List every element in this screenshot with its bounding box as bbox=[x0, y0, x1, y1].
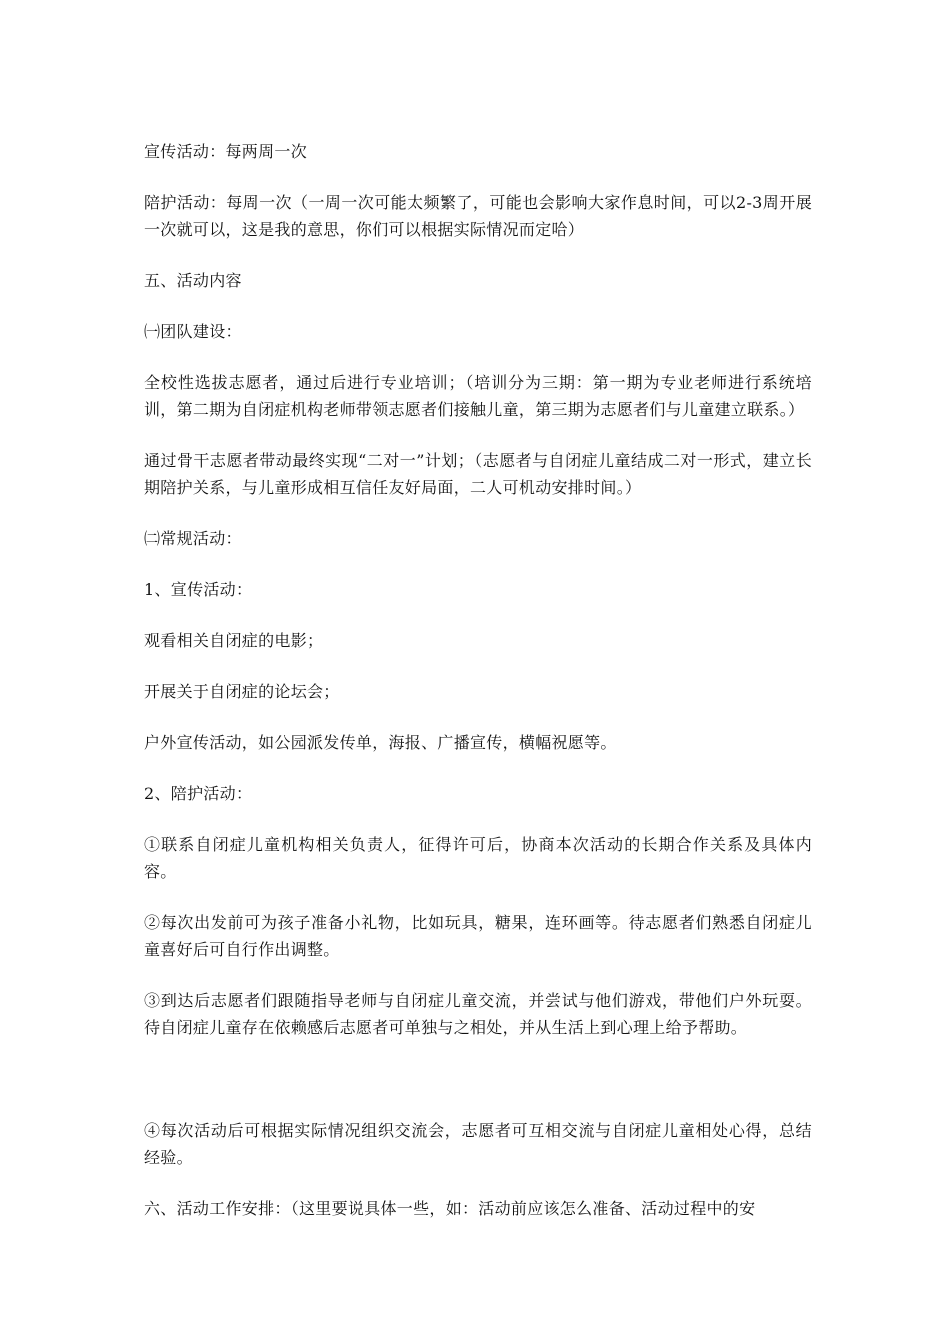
paragraph-volunteer-selection: 全校性选拔志愿者，通过后进行专业培训；（培训分为三期：第一期为专业老师进行系统培训，第二期为自闭症机构老师带领志愿者们接触儿童，第三期为志愿者们与儿童建立联系。） bbox=[144, 373, 812, 419]
paragraph-publicity-frequency: 宣传活动：每两周一次 bbox=[144, 142, 308, 161]
subheading-team-building: ㈠团队建设： bbox=[144, 322, 242, 341]
list-item-exchange-meeting: ④每次活动后可根据实际情况组织交流会，志愿者可互相交流与自闭症儿童相处心得，总结经验。 bbox=[144, 1121, 812, 1167]
list-heading-publicity: 1、宣传活动： bbox=[144, 580, 253, 599]
list-item-prepare-gifts: ②每次出发前可为孩子准备小礼物，比如玩具，糖果，连环画等。待志愿者们熟悉自闭症儿童喜好后可自行作出调整。 bbox=[144, 913, 812, 959]
subheading-regular-activities: ㈡常规活动： bbox=[144, 529, 242, 548]
list-item-contact-institution: ①联系自闭症儿童机构相关负责人，征得许可后，协商本次活动的长期合作关系及具体内容。 bbox=[144, 835, 812, 881]
document-body bbox=[144, 138, 812, 1246]
list-item-interaction: ③到达后志愿者们跟随指导老师与自闭症儿童交流，并尝试与他们游戏，带他们户外玩耍。待自闭症儿童存在依赖感后志愿者可单独与之相处，并从生活上到心理上给予帮助。 bbox=[144, 991, 812, 1037]
list-heading-companion: 2、陪护活动： bbox=[144, 784, 253, 803]
paragraph-two-to-one-plan: 通过骨干志愿者带动最终实现“二对一”计划；（志愿者与自闭症儿童结成二对一形式，建立长期陪护关系，与儿童形成相互信任友好局面，二人可机动安排时间。） bbox=[144, 451, 812, 497]
list-item-forum: 开展关于自闭症的论坛会； bbox=[144, 682, 340, 701]
section-heading-work-arrangement: 六、活动工作安排：（这里要说具体一些，如：活动前应该怎么准备、活动过程中的安 bbox=[144, 1199, 756, 1218]
list-item-watch-movies: 观看相关自闭症的电影； bbox=[144, 631, 324, 650]
section-heading-activity-content: 五、活动内容 bbox=[144, 271, 242, 290]
paragraph-companion-frequency: 陪护活动：每周一次（一周一次可能太频繁了，可能也会影响大家作息时间，可以2-3周开展一次就可以，这是我的意思，你们可以根据实际情况而定哈） bbox=[144, 193, 812, 239]
list-item-outdoor-publicity: 户外宣传活动，如公园派发传单，海报、广播宣传，横幅祝愿等。 bbox=[144, 733, 617, 752]
